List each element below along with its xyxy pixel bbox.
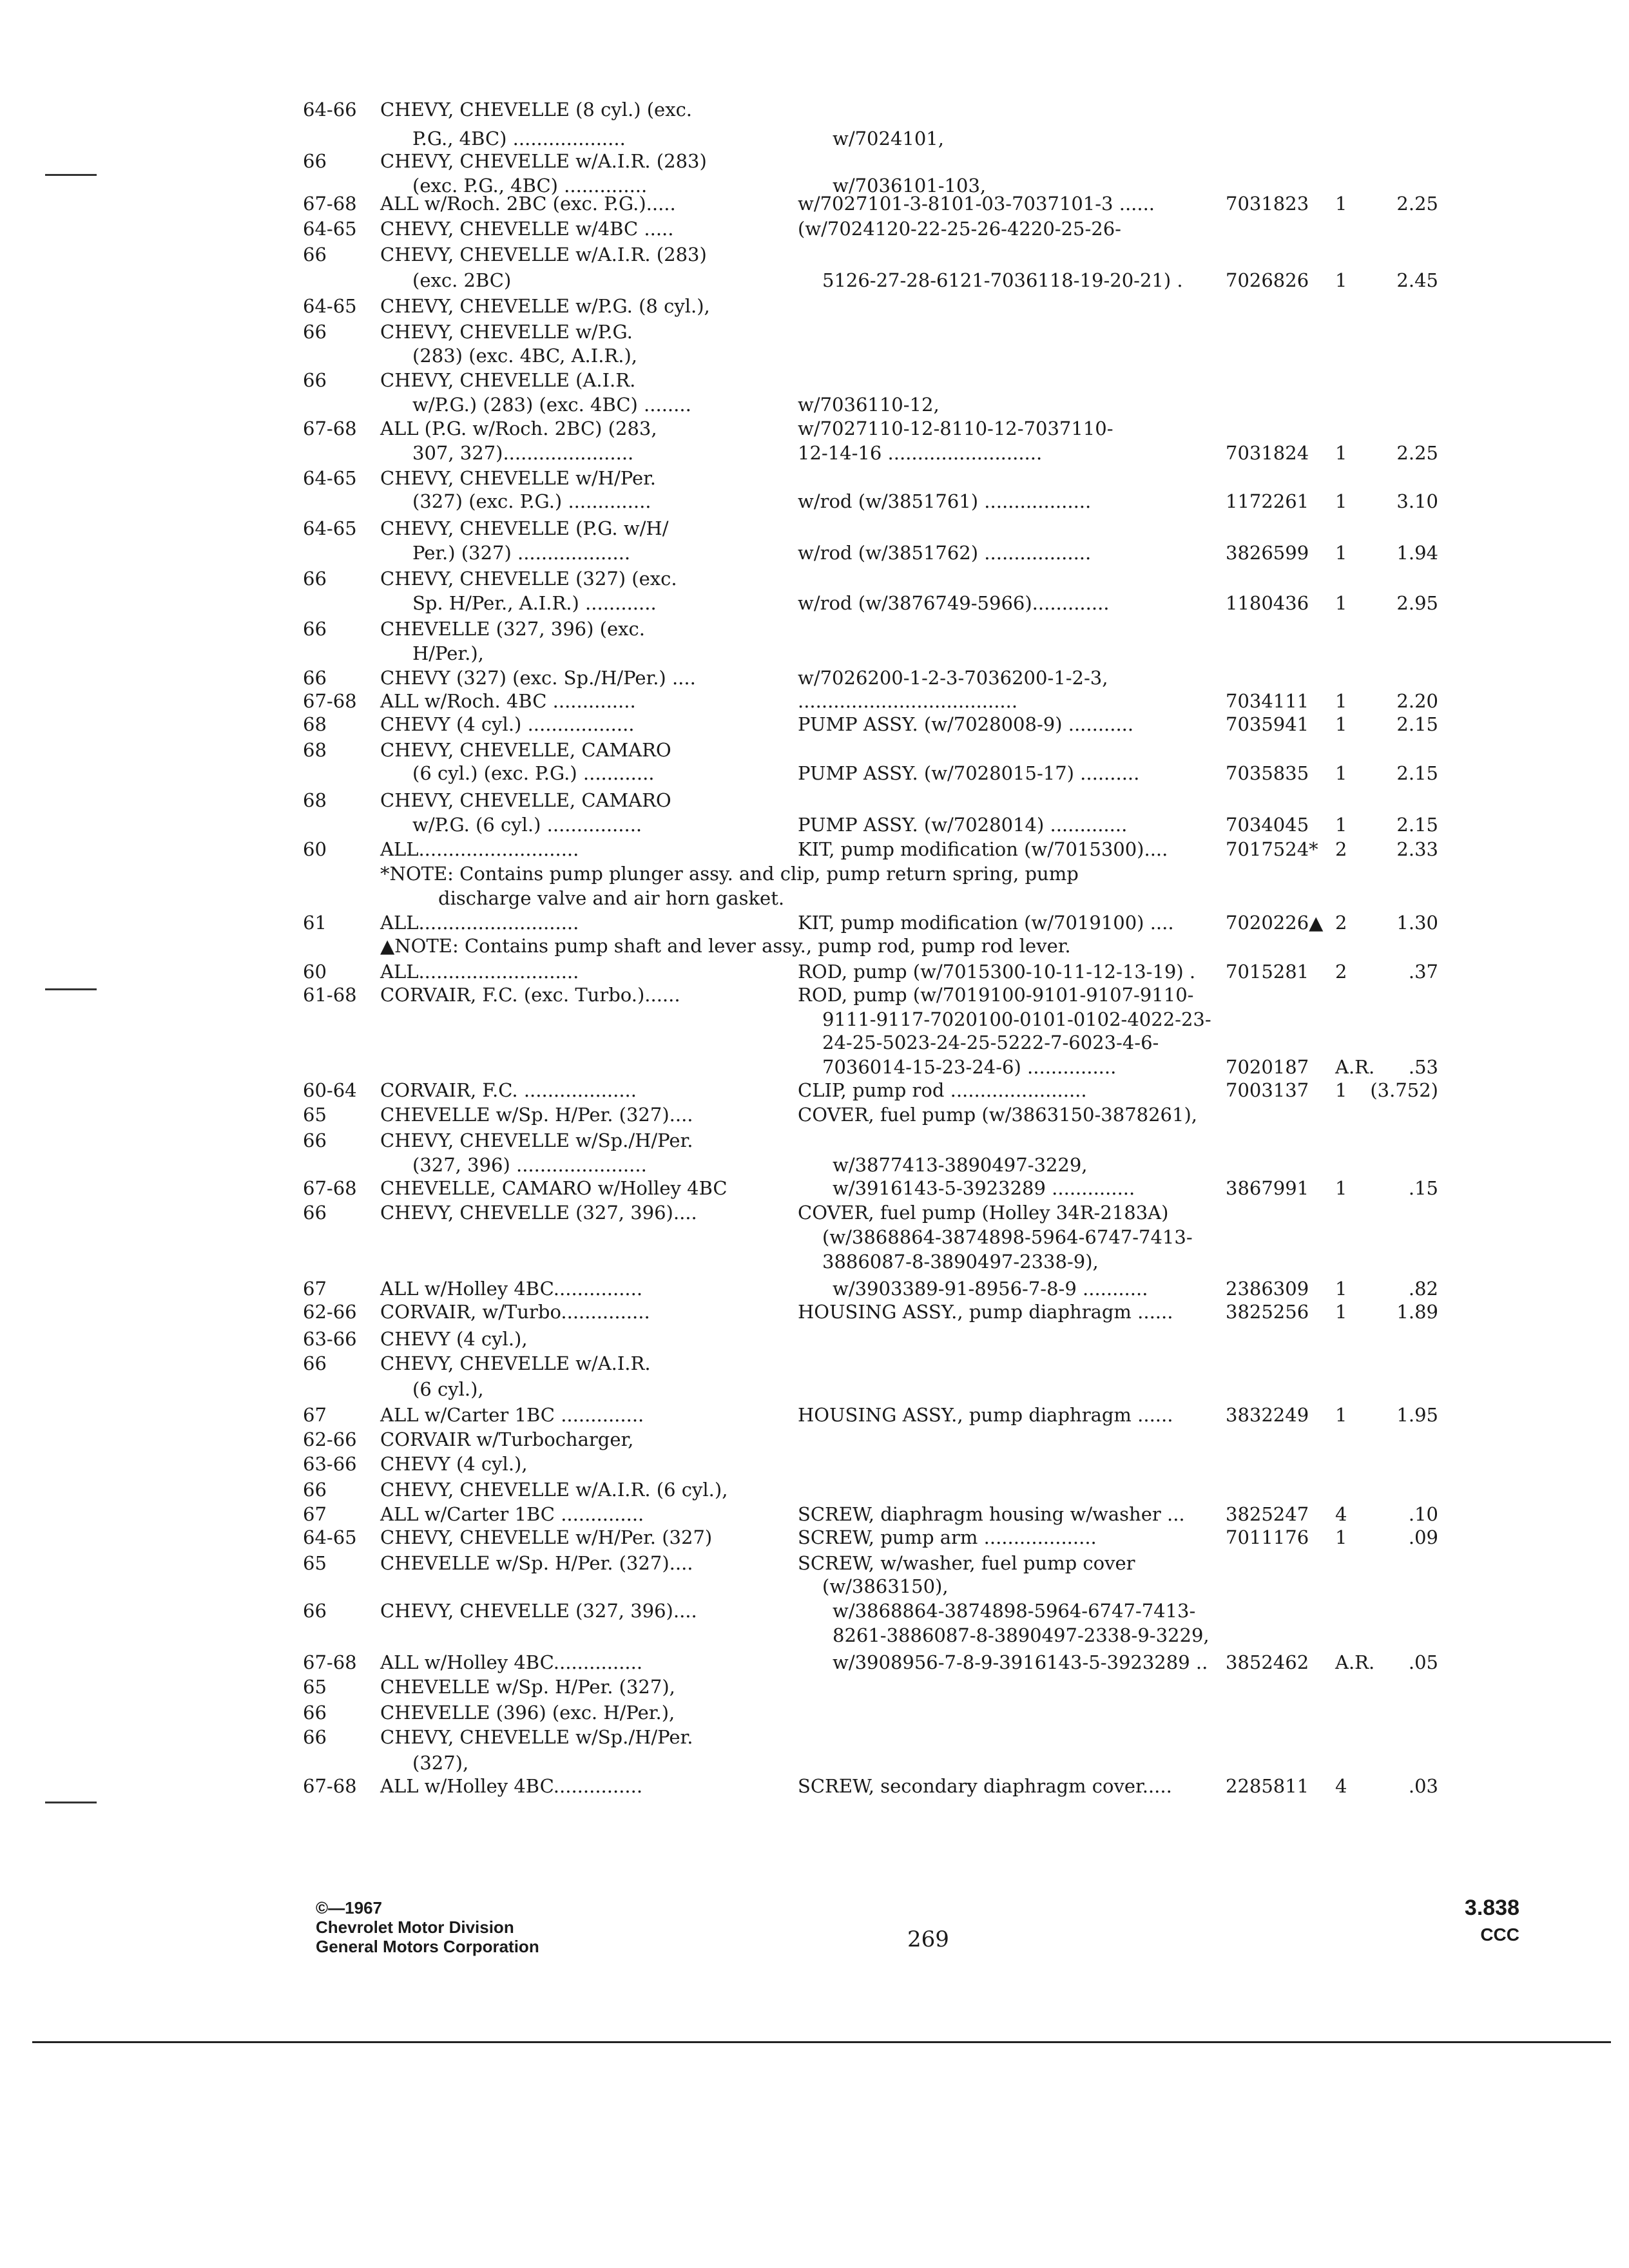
table-row	[0, 1649, 1629, 1675]
model-year: 63-66	[303, 1328, 357, 1350]
part-description: ROD, pump (w/7015300-10-11-12-13-19) .	[798, 961, 1196, 983]
table-row	[0, 812, 1629, 838]
table-row	[0, 1276, 1629, 1302]
part-description: w/7026200-1-2-3-7036200-1-2-3,	[798, 667, 1108, 689]
table-row	[0, 1674, 1629, 1700]
table-row	[0, 1773, 1629, 1799]
application: CHEVY, CHEVELLE w/P.G. (8 cyl.),	[380, 295, 710, 317]
application: CHEVY, CHEVELLE w/A.I.R. (283)	[380, 150, 707, 172]
table-row	[0, 910, 1629, 936]
price: 2.15	[1396, 814, 1438, 836]
part-description: 5126-27-28-6121-7036118-19-20-21) .	[822, 269, 1183, 291]
part-number: 3825247	[1226, 1503, 1309, 1525]
price: .53	[1408, 1056, 1438, 1078]
price: 1.89	[1396, 1301, 1438, 1323]
price: .05	[1408, 1651, 1438, 1673]
part-description: KIT, pump modification (w/7015300)....	[798, 838, 1168, 860]
model-year: 68	[303, 789, 327, 811]
part-number: 1172261	[1226, 490, 1309, 512]
part-description: 7036014-15-23-24-6) ...............	[822, 1056, 1117, 1078]
application: ALL w/Roch. 2BC (exc. P.G.).....	[380, 193, 676, 215]
model-year: 64-66	[303, 99, 357, 120]
application: CHEVELLE, CAMARO w/Holley 4BC	[380, 1177, 728, 1199]
price: .09	[1408, 1526, 1438, 1548]
model-year: 60	[303, 838, 327, 860]
quantity: 1	[1335, 1526, 1347, 1548]
part-description: PUMP ASSY. (w/7028014) .............	[798, 814, 1128, 836]
model-year: 66	[303, 1202, 327, 1224]
table-row	[0, 688, 1629, 714]
quantity: 1	[1335, 1404, 1347, 1426]
model-year: 67-68	[303, 193, 357, 215]
model-year: 66	[303, 568, 327, 590]
part-number: 7015281	[1226, 961, 1309, 983]
model-year: 66	[303, 150, 327, 172]
table-row	[0, 982, 1629, 1008]
quantity: 1	[1335, 690, 1347, 712]
table-row	[0, 616, 1629, 642]
table-row	[0, 1102, 1629, 1128]
table-row	[0, 787, 1629, 813]
application: CHEVY (327) (exc. Sp./H/Per.) ....	[380, 667, 696, 689]
quantity: 4	[1335, 1503, 1347, 1525]
quantity: 2	[1335, 961, 1347, 983]
application: CHEVY, CHEVELLE (327, 396)....	[380, 1202, 697, 1224]
part-description: (w/3868864-3874898-5964-6747-7413-	[822, 1226, 1193, 1248]
application: CORVAIR w/Turbocharger,	[380, 1428, 634, 1450]
corporation: General Motors Corporation	[316, 1937, 539, 1956]
part-description: PUMP ASSY. (w/7028008-9) ...........	[798, 713, 1134, 735]
table-row	[0, 1030, 1629, 1055]
part-description: ROD, pump (w/7019100-9101-9107-9110-	[798, 984, 1194, 1006]
application: CHEVY, CHEVELLE w/H/Per. (327)	[380, 1526, 713, 1548]
part-number: 7011176	[1226, 1526, 1309, 1548]
model-year: 65	[303, 1676, 327, 1698]
application: H/Per.),	[412, 642, 484, 664]
part-number: 7003137	[1226, 1079, 1309, 1101]
application: CHEVELLE w/Sp. H/Per. (327),	[380, 1676, 675, 1698]
table-row	[0, 933, 1629, 959]
model-year: 61-68	[303, 984, 357, 1006]
part-number: 7031824	[1226, 442, 1309, 464]
footer-copyright	[316, 1898, 539, 1956]
model-year: 61	[303, 912, 327, 934]
part-description: w/rod (w/3876749-5966).............	[798, 592, 1110, 614]
application: CHEVY, CHEVELLE (P.G. w/H/	[380, 517, 669, 539]
model-year: 67-68	[303, 1775, 357, 1797]
part-number: 7035941	[1226, 713, 1309, 735]
part-description: KIT, pump modification (w/7019100) ....	[798, 912, 1174, 934]
application: CHEVY, CHEVELLE w/A.I.R. (6 cyl.),	[380, 1479, 728, 1501]
model-year: 66	[303, 1702, 327, 1724]
part-description: PUMP ASSY. (w/7028015-17) ..........	[798, 762, 1140, 784]
part-number: 3852462	[1226, 1651, 1309, 1673]
table-row	[0, 540, 1629, 566]
part-description: w/rod (w/3851762) ..................	[798, 542, 1092, 564]
table-row	[0, 1350, 1629, 1376]
quantity: A.R.	[1335, 1651, 1375, 1673]
table-row	[0, 191, 1629, 216]
part-description: w/7027110-12-8110-12-7037110-	[798, 418, 1113, 439]
table-row	[0, 1376, 1629, 1402]
table-row	[0, 1622, 1629, 1648]
application: (exc. 2BC)	[412, 269, 512, 291]
part-description: 9111-9117-7020100-0101-0102-4022-23-	[822, 1008, 1211, 1030]
price: 2.20	[1396, 690, 1438, 712]
bottom-rule	[32, 2041, 1611, 2043]
quantity: 1	[1335, 542, 1347, 564]
table-row	[0, 1152, 1629, 1178]
application: CHEVY (4 cyl.),	[380, 1328, 528, 1350]
table-row	[0, 319, 1629, 345]
table-row	[0, 488, 1629, 514]
model-year: 65	[303, 1104, 327, 1126]
application: CHEVY, CHEVELLE w/H/Per.	[380, 467, 657, 489]
part-description: w/7036101-103,	[833, 175, 987, 197]
page-number: 269	[907, 1927, 949, 1952]
table-row	[0, 640, 1629, 666]
price: (3.752)	[1370, 1079, 1438, 1101]
table-row	[0, 1200, 1629, 1225]
part-description: 12-14-16 ..........................	[798, 442, 1043, 464]
part-number: 2386309	[1226, 1278, 1309, 1300]
model-year: 67-68	[303, 1651, 357, 1673]
table-row	[0, 1451, 1629, 1477]
table-row	[0, 737, 1629, 763]
quantity: 2	[1335, 838, 1347, 860]
application: CHEVY, CHEVELLE w/4BC .....	[380, 218, 674, 240]
part-description: w/7036110-12,	[798, 394, 940, 416]
section-number: 3.838	[1464, 1896, 1519, 1920]
part-number: 1180436	[1226, 592, 1309, 614]
part-number: 7031823	[1226, 193, 1309, 215]
part-description: w/3903389-91-8956-7-8-9 ...........	[833, 1278, 1148, 1300]
quantity: 1	[1335, 1177, 1347, 1199]
quantity: A.R.	[1335, 1056, 1375, 1078]
application: (exc. P.G., 4BC) ..............	[412, 175, 648, 197]
part-description: (w/7024120-22-25-26-4220-25-26-	[798, 218, 1121, 240]
model-year: 67	[303, 1278, 327, 1300]
part-description: w/rod (w/3851761) ..................	[798, 490, 1092, 512]
application: Sp. H/Per., A.I.R.) ............	[412, 592, 657, 614]
price: 1.30	[1396, 912, 1438, 934]
application: ALL...........................	[380, 961, 579, 983]
part-description: COVER, fuel pump (Holley 34R-2183A)	[798, 1202, 1169, 1224]
application: CHEVELLE (396) (exc. H/Per.),	[380, 1702, 675, 1724]
application: (6 cyl.),	[412, 1378, 484, 1400]
table-row	[0, 1402, 1629, 1428]
application: CHEVELLE w/Sp. H/Per. (327)....	[380, 1552, 693, 1574]
part-number: 7035835	[1226, 762, 1309, 784]
model-year: 68	[303, 739, 327, 761]
table-row	[0, 416, 1629, 441]
model-year: 67-68	[303, 1177, 357, 1199]
table-row	[0, 566, 1629, 591]
table-row	[0, 1573, 1629, 1599]
model-year: 64-65	[303, 1526, 357, 1548]
application: CHEVY, CHEVELLE, CAMARO	[380, 739, 671, 761]
application: ALL w/Roch. 4BC ..............	[380, 690, 636, 712]
model-year: 60	[303, 961, 327, 983]
application: CHEVY, CHEVELLE w/Sp./H/Per.	[380, 1726, 693, 1748]
table-row	[0, 1077, 1629, 1103]
quantity: 1	[1335, 814, 1347, 836]
price: 2.15	[1396, 762, 1438, 784]
application: CORVAIR, F.C. ...................	[380, 1079, 637, 1101]
price: 1.94	[1396, 542, 1438, 564]
application: (6 cyl.) (exc. P.G.) ............	[412, 762, 655, 784]
part-description: (w/3863150),	[822, 1575, 949, 1597]
part-number: 3832249	[1226, 1404, 1309, 1426]
table-row	[0, 836, 1629, 862]
part-description: w/3908956-7-8-9-3916143-5-3923289 ..	[833, 1651, 1208, 1673]
table-row	[0, 590, 1629, 616]
table-row	[0, 367, 1629, 393]
application: (327) (exc. P.G.) ..............	[412, 490, 651, 512]
table-row	[0, 1224, 1629, 1250]
quantity: 4	[1335, 1775, 1347, 1797]
model-year: 66	[303, 369, 327, 391]
table-row	[0, 1326, 1629, 1352]
application: Per.) (327) ...................	[412, 542, 631, 564]
application: CHEVY, CHEVELLE, CAMARO	[380, 789, 671, 811]
table-row	[0, 861, 1629, 887]
table-row	[0, 1524, 1629, 1550]
table-row	[0, 665, 1629, 691]
model-year: 63-66	[303, 1453, 357, 1475]
table-row	[0, 1427, 1629, 1452]
table-row	[0, 126, 1629, 151]
quantity: 2	[1335, 912, 1347, 934]
application: w/P.G. (6 cyl.) ................	[412, 814, 642, 836]
table-row	[0, 1724, 1629, 1750]
application: CHEVELLE w/Sp. H/Per. (327)....	[380, 1104, 693, 1126]
application: ALL w/Holley 4BC...............	[380, 1775, 643, 1797]
table-row	[0, 148, 1629, 174]
part-number: 7017524*	[1226, 838, 1318, 860]
quantity: 1	[1335, 442, 1347, 464]
model-year: 68	[303, 713, 327, 735]
part-number: 7034045	[1226, 814, 1309, 836]
part-description: SCREW, secondary diaphragm cover.....	[798, 1775, 1172, 1797]
table-row	[0, 1700, 1629, 1725]
part-number: 7020187	[1226, 1056, 1309, 1078]
section-code: CCC	[1480, 1925, 1519, 1945]
application: w/P.G.) (283) (exc. 4BC) ........	[412, 394, 691, 416]
part-number: 2285811	[1226, 1775, 1309, 1797]
application: CHEVY, CHEVELLE (327, 396)....	[380, 1600, 697, 1622]
section-info	[1465, 1894, 1519, 1948]
application: CORVAIR, w/Turbo...............	[380, 1301, 650, 1323]
model-year: 66	[303, 1600, 327, 1622]
model-year: 66	[303, 244, 327, 265]
part-number: 7020226▲	[1226, 912, 1324, 934]
application: ALL w/Holley 4BC...............	[380, 1651, 643, 1673]
application: ALL...........................	[380, 838, 579, 860]
table-row	[0, 267, 1629, 293]
table-row	[0, 1750, 1629, 1776]
part-description: w/3868864-3874898-5964-6747-7413-	[833, 1600, 1196, 1622]
application: P.G., 4BC) ...................	[412, 128, 626, 149]
model-year: 67	[303, 1404, 327, 1426]
part-description: HOUSING ASSY., pump diaphragm ......	[798, 1301, 1173, 1323]
price: 2.15	[1396, 713, 1438, 735]
quantity: 1	[1335, 762, 1347, 784]
application: CHEVY (4 cyl.),	[380, 1453, 528, 1475]
table-row	[0, 97, 1629, 122]
application: CHEVY, CHEVELLE (A.I.R.	[380, 369, 636, 391]
model-year: 64-65	[303, 467, 357, 489]
quantity: 1	[1335, 1278, 1347, 1300]
price: 2.25	[1396, 442, 1438, 464]
note-text: *NOTE: Contains pump plunger assy. and clip, pump return spring, pump	[380, 863, 1079, 885]
application: CHEVY, CHEVELLE w/A.I.R. (283)	[380, 244, 707, 265]
table-row	[0, 1249, 1629, 1274]
model-year: 62-66	[303, 1301, 357, 1323]
table-row	[0, 465, 1629, 491]
table-row	[0, 959, 1629, 985]
application: CHEVY, CHEVELLE w/Sp./H/Per.	[380, 1129, 693, 1151]
part-description: w/7024101,	[833, 128, 944, 149]
model-year: 66	[303, 667, 327, 689]
table-row	[0, 1501, 1629, 1527]
quantity: 1	[1335, 269, 1347, 291]
model-year: 67-68	[303, 690, 357, 712]
part-number: 3825256	[1226, 1301, 1309, 1323]
part-description: SCREW, diaphragm housing w/washer ...	[798, 1503, 1185, 1525]
application: (327),	[412, 1752, 469, 1774]
quantity: 1	[1335, 193, 1347, 215]
model-year: 62-66	[303, 1428, 357, 1450]
copyright: ©—1967	[316, 1898, 382, 1917]
application: ALL...........................	[380, 912, 579, 934]
price: .37	[1408, 961, 1438, 983]
application: CHEVY, CHEVELLE w/A.I.R.	[380, 1352, 651, 1374]
table-row	[0, 242, 1629, 267]
model-year: 66	[303, 1479, 327, 1501]
note-text: discharge valve and air horn gasket.	[438, 887, 785, 909]
model-year: 65	[303, 1552, 327, 1574]
table-row	[0, 1299, 1629, 1325]
model-year: 66	[303, 618, 327, 640]
price: 2.45	[1396, 269, 1438, 291]
price: .03	[1408, 1775, 1438, 1797]
price: .10	[1408, 1503, 1438, 1525]
quantity: 1	[1335, 1301, 1347, 1323]
part-number: 3867991	[1226, 1177, 1309, 1199]
part-description: 8261-3886087-8-3890497-2338-9-3229,	[833, 1624, 1210, 1646]
model-year: 60-64	[303, 1079, 357, 1101]
part-description: SCREW, w/washer, fuel pump cover	[798, 1552, 1135, 1574]
part-description: w/7027101-3-8101-03-7037101-3 ......	[798, 193, 1155, 215]
application: CHEVY, CHEVELLE w/P.G.	[380, 321, 633, 343]
application: (327, 396) ......................	[412, 1154, 647, 1176]
table-row	[0, 1175, 1629, 1201]
part-description: COVER, fuel pump (w/3863150-3878261),	[798, 1104, 1197, 1126]
table-row	[0, 885, 1629, 911]
part-description: SCREW, pump arm ...................	[798, 1526, 1097, 1548]
model-year: 64-65	[303, 218, 357, 240]
price: 3.10	[1396, 490, 1438, 512]
table-row	[0, 1477, 1629, 1503]
application: 307, 327)......................	[412, 442, 634, 464]
part-description: 3886087-8-3890497-2338-9),	[822, 1251, 1099, 1273]
part-number: 3826599	[1226, 542, 1309, 564]
part-description: .....................................	[798, 690, 1018, 712]
part-description: CLIP, pump rod .......................	[798, 1079, 1087, 1101]
table-row	[0, 343, 1629, 369]
model-year: 66	[303, 1352, 327, 1374]
application: CHEVELLE (327, 396) (exc.	[380, 618, 645, 640]
model-year: 66	[303, 1726, 327, 1748]
part-description: w/3916143-5-3923289 ..............	[833, 1177, 1135, 1199]
application: ALL (P.G. w/Roch. 2BC) (283,	[380, 418, 657, 439]
part-number: 7026826	[1226, 269, 1309, 291]
table-row	[0, 760, 1629, 786]
price: .15	[1408, 1177, 1438, 1199]
table-row	[0, 1598, 1629, 1624]
application: CORVAIR, F.C. (exc. Turbo.)......	[380, 984, 680, 1006]
price: 1.95	[1396, 1404, 1438, 1426]
application: ALL w/Carter 1BC ..............	[380, 1503, 644, 1525]
table-row	[0, 1550, 1629, 1576]
table-row	[0, 293, 1629, 319]
table-row	[0, 1054, 1629, 1080]
table-row	[0, 515, 1629, 541]
quantity: 1	[1335, 713, 1347, 735]
table-row	[0, 216, 1629, 242]
table-row	[0, 392, 1629, 418]
quantity: 1	[1335, 1079, 1347, 1101]
part-number: 7034111	[1226, 690, 1309, 712]
model-year: 64-65	[303, 295, 357, 317]
price: 2.33	[1396, 838, 1438, 860]
quantity: 1	[1335, 592, 1347, 614]
table-row	[0, 440, 1629, 466]
table-row	[0, 711, 1629, 737]
application: (283) (exc. 4BC, A.I.R.),	[412, 345, 638, 367]
part-description: w/3877413-3890497-3229,	[833, 1154, 1088, 1176]
price: 2.95	[1396, 592, 1438, 614]
table-row	[0, 1006, 1629, 1032]
part-description: 24-25-5023-24-25-5222-7-6023-4-6-	[822, 1032, 1159, 1053]
model-year: 66	[303, 1129, 327, 1151]
quantity: 1	[1335, 490, 1347, 512]
division: Chevrolet Motor Division	[316, 1917, 514, 1937]
margin-mark	[45, 1802, 97, 1803]
application: CHEVY, CHEVELLE (327) (exc.	[380, 568, 677, 590]
price: .82	[1408, 1278, 1438, 1300]
model-year: 64-65	[303, 517, 357, 539]
model-year: 67-68	[303, 418, 357, 439]
model-year: 66	[303, 321, 327, 343]
note-text: ▲NOTE: Contains pump shaft and lever assy., pump rod, pump rod lever.	[380, 935, 1071, 957]
application: ALL w/Holley 4BC...............	[380, 1278, 643, 1300]
part-description: HOUSING ASSY., pump diaphragm ......	[798, 1404, 1173, 1426]
price: 2.25	[1396, 193, 1438, 215]
model-year: 67	[303, 1503, 327, 1525]
application: ALL w/Carter 1BC ..............	[380, 1404, 644, 1426]
application: CHEVY, CHEVELLE (8 cyl.) (exc.	[380, 99, 693, 120]
table-row	[0, 1128, 1629, 1153]
application: CHEVY (4 cyl.) ..................	[380, 713, 635, 735]
